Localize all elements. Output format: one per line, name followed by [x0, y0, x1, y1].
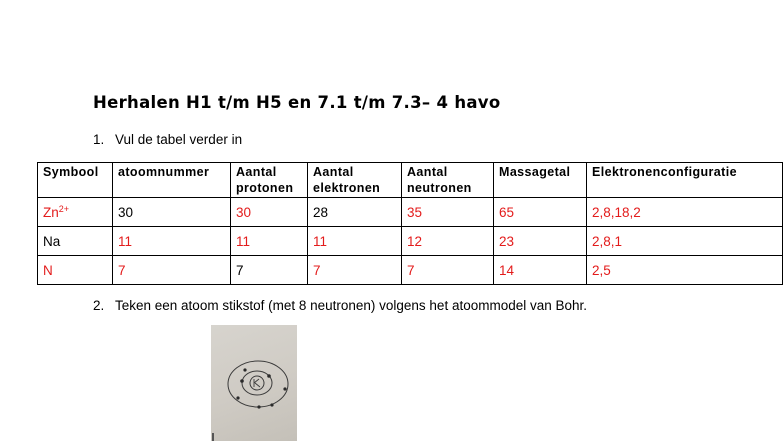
- cell-configuratie: 2,5: [587, 256, 783, 285]
- atom-table: [37, 162, 783, 285]
- cell-elektronen: 11: [308, 227, 402, 256]
- cell-atoomnummer: 11: [113, 227, 231, 256]
- page-title: Herhalen H1 t/m H5 en 7.1 t/m 7.3– 4 havo: [93, 93, 501, 112]
- cell-massagetal: 65: [494, 198, 587, 227]
- cell-protonen: 7: [231, 256, 308, 285]
- header-aantal-elektronen: Aantal elektronen: [308, 163, 402, 198]
- question-1: [93, 132, 242, 147]
- table-row: [38, 227, 783, 256]
- cell-elektronen: 7: [308, 256, 402, 285]
- table-header-row: [38, 163, 783, 198]
- table-row: [38, 256, 783, 285]
- header-aantal-protonen: Aantal protonen: [231, 163, 308, 198]
- cell-massagetal: 14: [494, 256, 587, 285]
- question-1-text: Vul de tabel verder in: [115, 132, 243, 147]
- cell-protonen: 11: [231, 227, 308, 256]
- cell-atoomnummer: 7: [113, 256, 231, 285]
- header-aantal-neutronen: Aantal neutronen: [402, 163, 494, 198]
- cell-configuratie: 2,8,18,2: [587, 198, 783, 227]
- cell-symbol: $Zn^{2+}$: [38, 198, 113, 227]
- question-2-number: 2.: [93, 298, 105, 313]
- cell-neutronen: 7: [402, 256, 494, 285]
- cell-symbol: Na: [38, 227, 113, 256]
- bohr-model-drawing: [211, 325, 297, 441]
- header-massagetal: Massagetal: [494, 163, 587, 198]
- cell-atoomnummer: 30: [113, 198, 231, 227]
- question-2-text: Teken een atoom stikstof (met 8 neutronen) volgens het atoommodel van Bohr.: [115, 298, 588, 313]
- question-2: [93, 298, 587, 313]
- cell-protonen: 30: [231, 198, 308, 227]
- header-symbool: Symbool: [38, 163, 113, 198]
- cell-neutronen: 35: [402, 198, 494, 227]
- cell-neutronen: 12: [402, 227, 494, 256]
- header-atoomnummer: atoomnummer: [113, 163, 231, 198]
- header-elektronenconfiguratie: Elektronenconfiguratie: [587, 163, 783, 198]
- cell-symbol: N: [38, 256, 113, 285]
- table-row: [38, 198, 783, 227]
- cell-configuratie: 2,8,1: [587, 227, 783, 256]
- cell-massagetal: 23: [494, 227, 587, 256]
- question-1-number: 1.: [93, 132, 105, 147]
- bohr-model-photo: [211, 325, 297, 441]
- cell-elektronen: 28: [308, 198, 402, 227]
